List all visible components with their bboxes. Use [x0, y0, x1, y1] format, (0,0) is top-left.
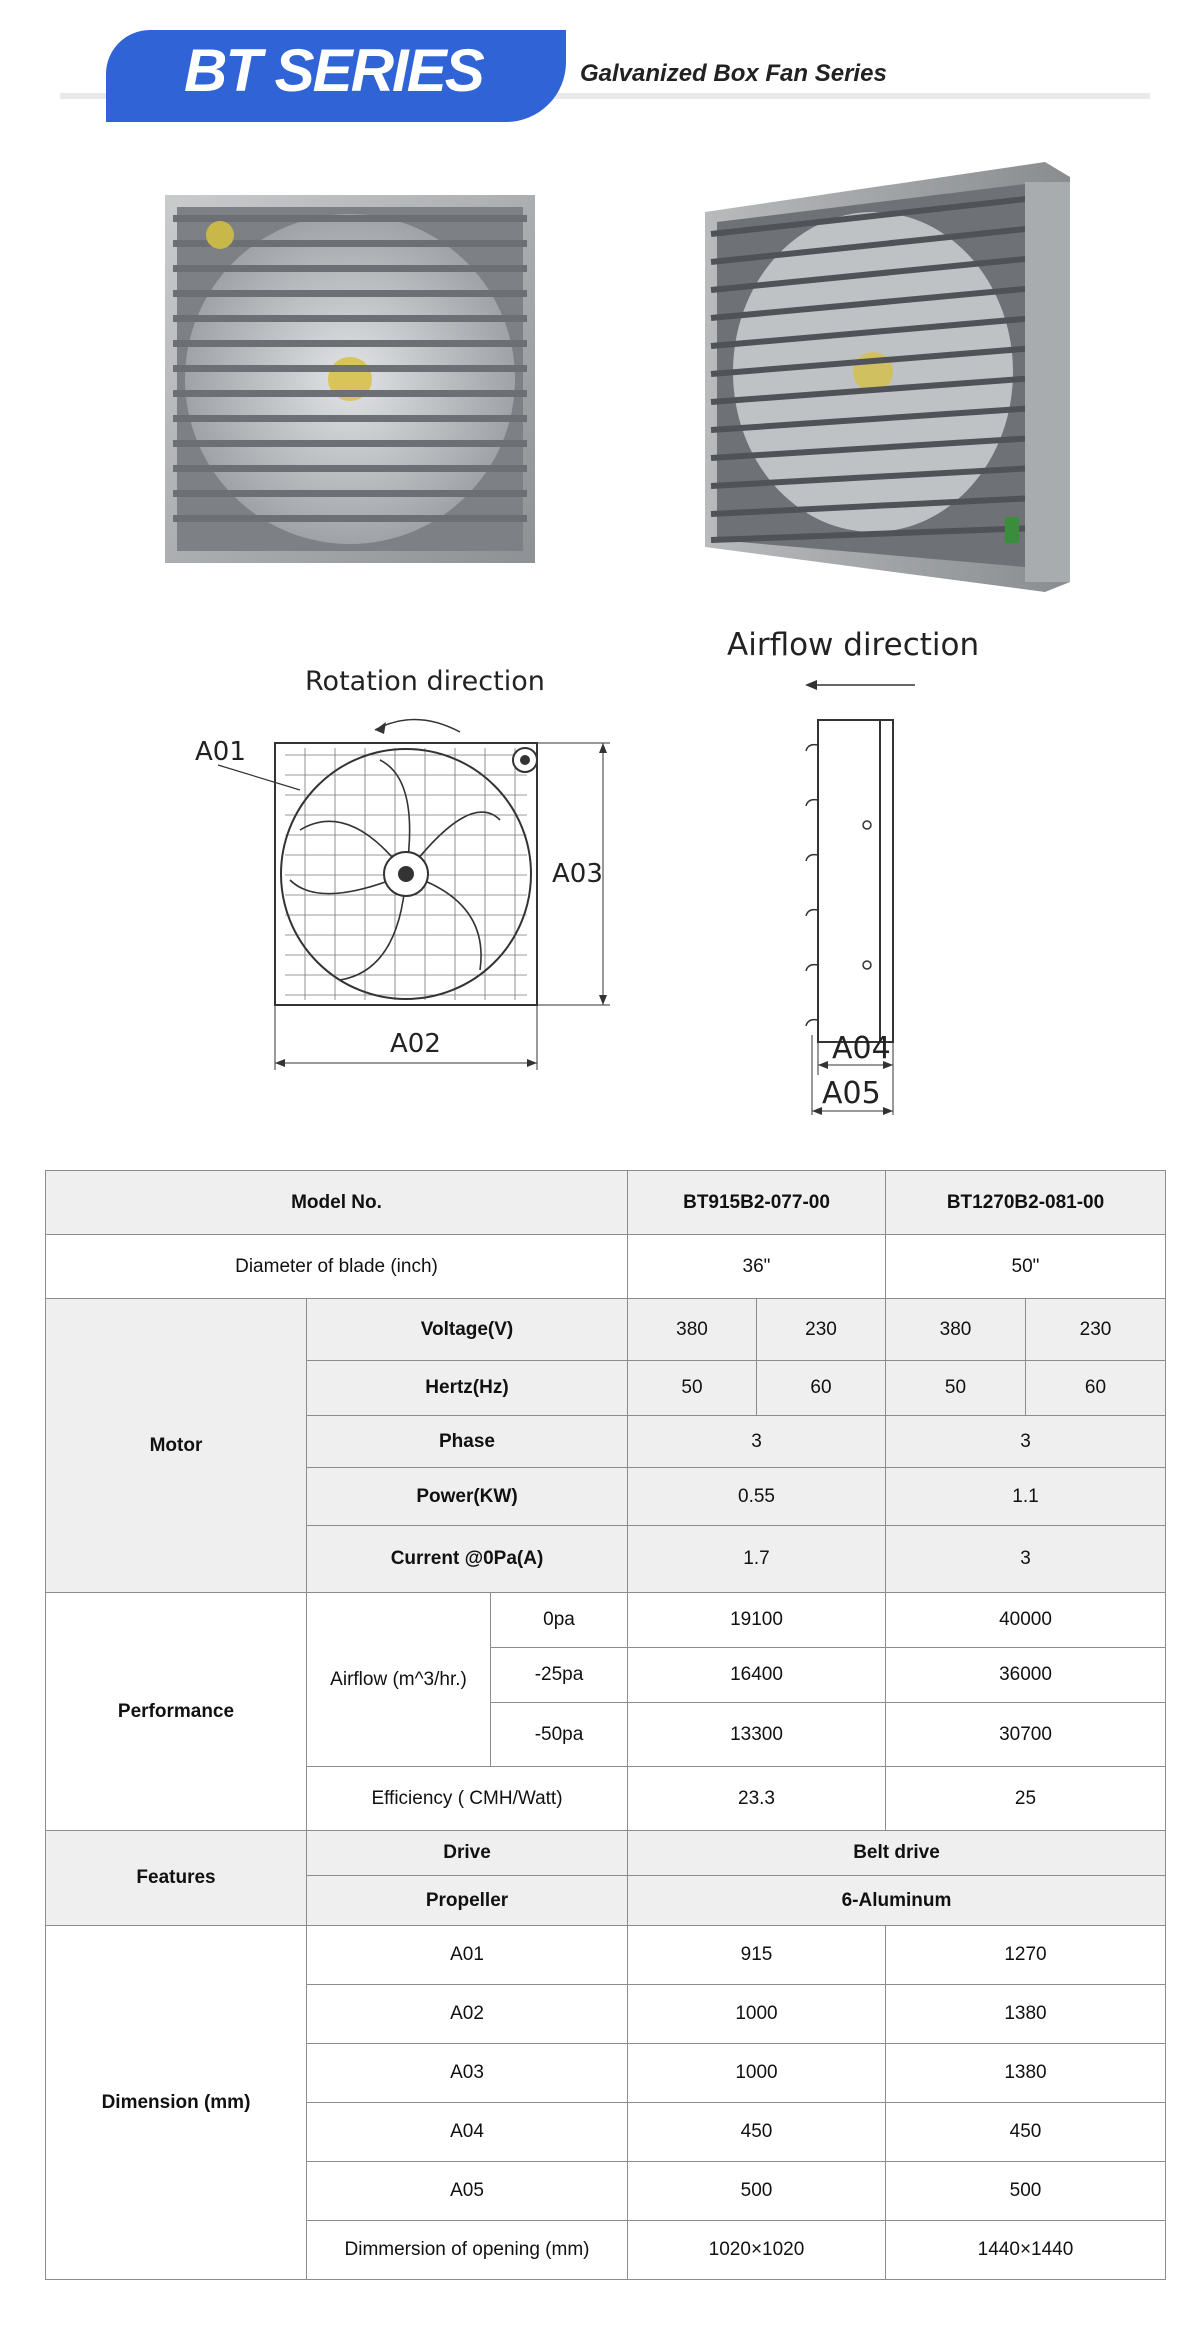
diameter-1: 36": [628, 1235, 886, 1299]
dimension-value-1: 1000: [628, 2044, 886, 2103]
dim-a05-label: A05: [822, 1076, 881, 1111]
current-2: 3: [886, 1526, 1166, 1593]
dimension-name: A04: [307, 2103, 628, 2162]
dimension-label: Dimension (mm): [46, 1926, 307, 2280]
efficiency-label: Efficiency ( CMH/Watt): [307, 1767, 628, 1831]
model-2: BT1270B2-081-00: [886, 1171, 1166, 1235]
dimension-value-1: 450: [628, 2103, 886, 2162]
spec-table: [45, 1170, 1166, 2280]
voltage-value: 230: [757, 1299, 886, 1361]
diameter-label: Diameter of blade (inch): [46, 1235, 628, 1299]
voltage-value: 230: [1026, 1299, 1166, 1361]
model-header: Model No.: [46, 1171, 628, 1235]
voltage-value: 380: [628, 1299, 757, 1361]
dim-a02-label: A02: [390, 1029, 441, 1059]
airflow-pressure: -25pa: [491, 1648, 628, 1703]
series-title: BT SERIES: [184, 37, 483, 104]
airflow-value-2: 30700: [886, 1703, 1166, 1767]
voltage-label: Voltage(V): [307, 1299, 628, 1361]
dimension-name: A01: [307, 1926, 628, 1985]
airflow-value-2: 40000: [886, 1593, 1166, 1648]
airflow-label: Airflow (m^3/hr.): [307, 1593, 491, 1767]
opening-2: 1440×1440: [886, 2221, 1166, 2280]
motor-label: Motor: [46, 1299, 307, 1593]
dim-a01-label: A01: [195, 737, 246, 767]
airflow-value-1: 16400: [628, 1648, 886, 1703]
dimension-value-1: 915: [628, 1926, 886, 1985]
current-1: 1.7: [628, 1526, 886, 1593]
hertz-value: 60: [757, 1361, 886, 1416]
voltage-row: [46, 1299, 1166, 1361]
features-label: Features: [46, 1831, 307, 1926]
opening-label: Dimmersion of opening (mm): [307, 2221, 628, 2280]
side-dimension-drawing: [720, 615, 1000, 1125]
dimension-value-2: 500: [886, 2162, 1166, 2221]
dimension-value-1: 1000: [628, 1985, 886, 2044]
dimension-value-2: 1380: [886, 1985, 1166, 2044]
drive-label: Drive: [307, 1831, 628, 1876]
airflow-pressure: -50pa: [491, 1703, 628, 1767]
dimension-name: A03: [307, 2044, 628, 2103]
airflow-value-1: 13300: [628, 1703, 886, 1767]
model-1: BT915B2-077-00: [628, 1171, 886, 1235]
performance-label: Performance: [46, 1593, 307, 1831]
propeller-label: Propeller: [307, 1876, 628, 1926]
airflow-pressure: 0pa: [491, 1593, 628, 1648]
phase-2: 3: [886, 1416, 1166, 1468]
efficiency-2: 25: [886, 1767, 1166, 1831]
dimension-value-2: 450: [886, 2103, 1166, 2162]
phase-1: 3: [628, 1416, 886, 1468]
dimension-value-2: 1270: [886, 1926, 1166, 1985]
drive-value: Belt drive: [628, 1831, 1166, 1876]
fan-front-photo: [165, 195, 535, 563]
phase-label: Phase: [307, 1416, 628, 1468]
model-row: [46, 1171, 1166, 1235]
hertz-value: 50: [628, 1361, 757, 1416]
drive-row: [46, 1831, 1166, 1876]
propeller-value: 6-Aluminum: [628, 1876, 1166, 1926]
power-label: Power(KW): [307, 1468, 628, 1526]
diameter-row: [46, 1235, 1166, 1299]
dimension-name: A02: [307, 1985, 628, 2044]
rotation-direction-label: Rotation direction: [305, 666, 545, 697]
fan-angled-photo: [705, 162, 1070, 592]
hertz-label: Hertz(Hz): [307, 1361, 628, 1416]
dimension-value-1: 500: [628, 2162, 886, 2221]
front-dimension-drawing: [180, 650, 640, 1080]
dim-a04-label: A04: [832, 1031, 891, 1066]
airflow-value-2: 36000: [886, 1648, 1166, 1703]
current-label: Current @0Pa(A): [307, 1526, 628, 1593]
power-2: 1.1: [886, 1468, 1166, 1526]
diameter-2: 50": [886, 1235, 1166, 1299]
power-1: 0.55: [628, 1468, 886, 1526]
dimension-name: A05: [307, 2162, 628, 2221]
hertz-value: 60: [1026, 1361, 1166, 1416]
efficiency-1: 23.3: [628, 1767, 886, 1831]
dimension-value-2: 1380: [886, 2044, 1166, 2103]
hertz-value: 50: [886, 1361, 1026, 1416]
dimension-row: [46, 1926, 1166, 1985]
airflow-direction-label: Airflow direction: [727, 627, 980, 663]
voltage-value: 380: [886, 1299, 1026, 1361]
dim-a03-label: A03: [552, 859, 603, 889]
airflow-value-1: 19100: [628, 1593, 886, 1648]
opening-1: 1020×1020: [628, 2221, 886, 2280]
airflow-row: [46, 1593, 1166, 1648]
series-subtitle: Galvanized Box Fan Series: [580, 60, 887, 87]
